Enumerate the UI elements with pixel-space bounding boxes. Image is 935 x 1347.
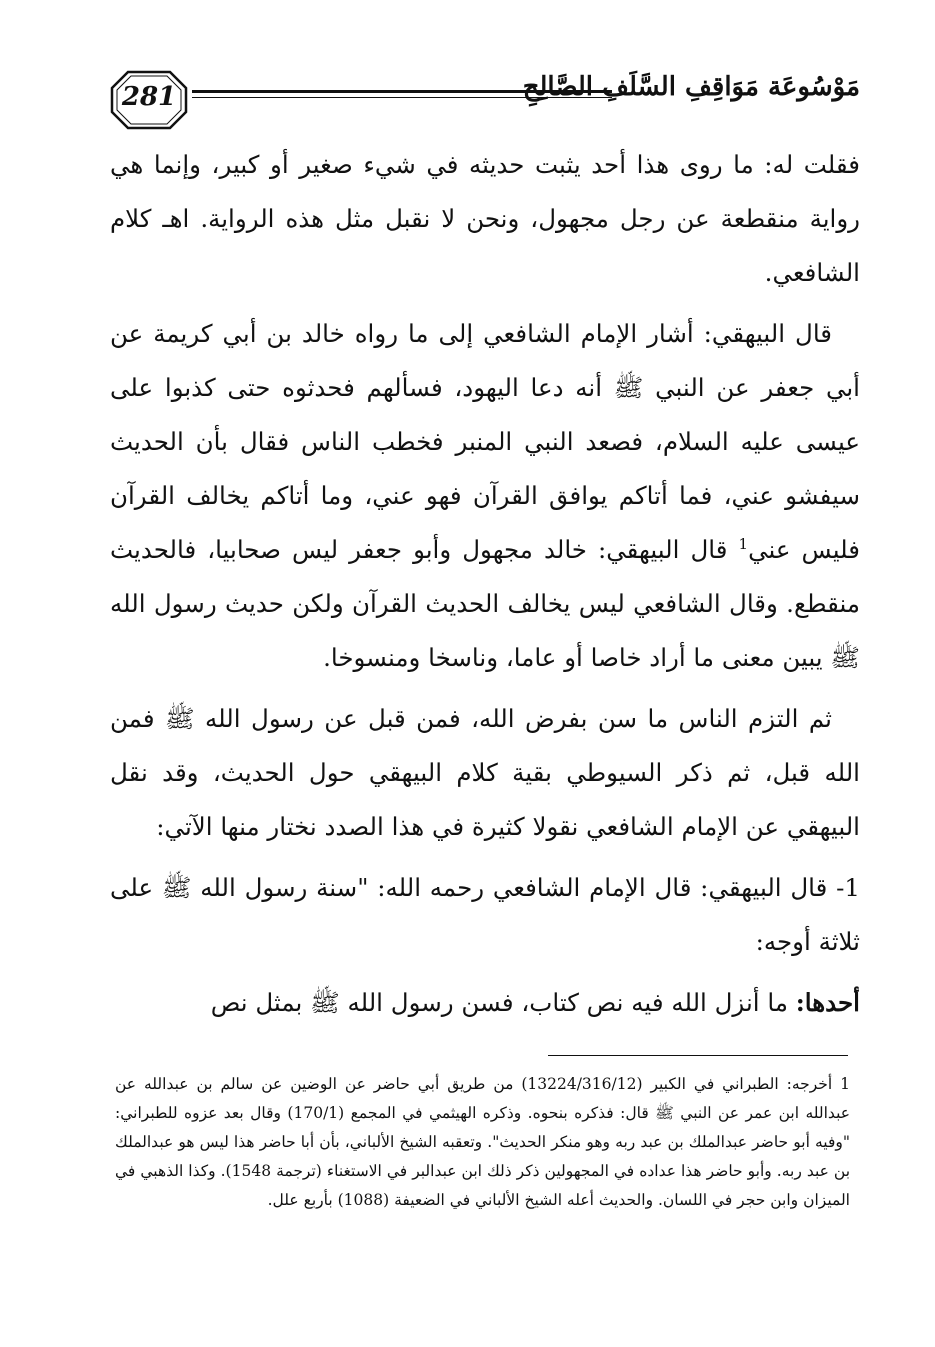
footnote-divider	[548, 1055, 848, 1056]
main-text	[110, 138, 860, 1037]
paragraph-5-rest: ما أنزل الله فيه نص كتاب، فسن رسول الله ﷺ بمثل نص	[210, 988, 796, 1017]
footnote-ref: 1	[738, 534, 749, 553]
paragraph-2-part-b: قال البيهقي: خالد مجهول وأبو جعفر ليس صحابيا، فالحديث منقطع. وقال الشافعي ليس يخالف الحديث القرآن ولكن حديث رسول الله ﷺ يبين معنى ما أراد خاصا أو عاما، وناسخا ومنسوخا.	[110, 535, 860, 672]
paragraph-2-part-a: قال البيهقي: أشار الإمام الشافعي إلى ما رواه خالد بن أبي كريمة عن أبي جعفر عن النبي ﷺ أنه دعا اليهود، فسألهم فحدثوه حتى كذبوا على عيسى عليه السلام، فصعد النبي المنبر فخطب الناس فقال بأن الحديث سيفشو عني، فما أتاكم يوافق القرآن فهو عني، وما أتاكم يخالف القرآن فليس عني	[110, 319, 861, 564]
paragraph-3: ثم التزم الناس ما سن بفرض الله، فمن قبل عن رسول الله ﷺ فمن الله قبل، ثم ذكر السيوطي بقية كلام البيهقي حول الحديث، وقد نقل البيهقي عن الإمام الشافعي نقولا كثيرة في هذا الصدد نختار منها الآتي:	[110, 704, 860, 841]
paragraph-1: فقلت له: ما روى هذا أحد يثبت حديثه في شيء صغير أو كبير، وإنما هي رواية منقطعة عن رجل مجهول، ونحن لا نقبل مثل هذه الرواية. اهـ كلام الشافعي.	[110, 150, 860, 287]
footnotes	[115, 1070, 850, 1215]
page-header	[100, 70, 860, 134]
paragraph-5-lead: أحدها:	[795, 988, 860, 1017]
paragraph-4: 1- قال البيهقي: قال الإمام الشافعي رحمه الله: "سنة رسول الله ﷺ على ثلاثة أوجه:	[110, 873, 860, 956]
page-number: 281	[121, 82, 177, 112]
series-title: مَوْسُوعَة مَوَاقِفِ السَّلَفِ الصَّالِحِ	[522, 72, 860, 102]
paragraph-5	[110, 976, 860, 1030]
paragraph-2	[110, 307, 860, 685]
page-number-badge	[110, 70, 188, 130]
footnote-1: 1 أخرجه: الطبراني في الكبير (13224/316/12) من طريق أبي حاضر عن الوضين عن سالم بن عبدالله عن عبدالله ابن عمر عن النبي ﷺ قال: فذكره بنحوه. وذكره الهيثمي في المجمع (170/1) وقال بعد عزوه للطبراني: "وفيه أبو حاضر عبدالملك بن عبد ربه وهو منكر الحديث". وتعقبه الشيخ الألباني، بأن أبا حاضر هذا ليس هو عبدالملك بن عبد ربه. وأبو حاضر هذا عداده في المجهولين ذكر ذلك ابن عبدالبر في الاستغناء (ترجمة 1548). وكذا الذهبي في الميزان وابن حجر في اللسان. والحديث أعله الشيخ الألباني في الضعيفة (1088) بأربع علل.	[115, 1075, 851, 1209]
